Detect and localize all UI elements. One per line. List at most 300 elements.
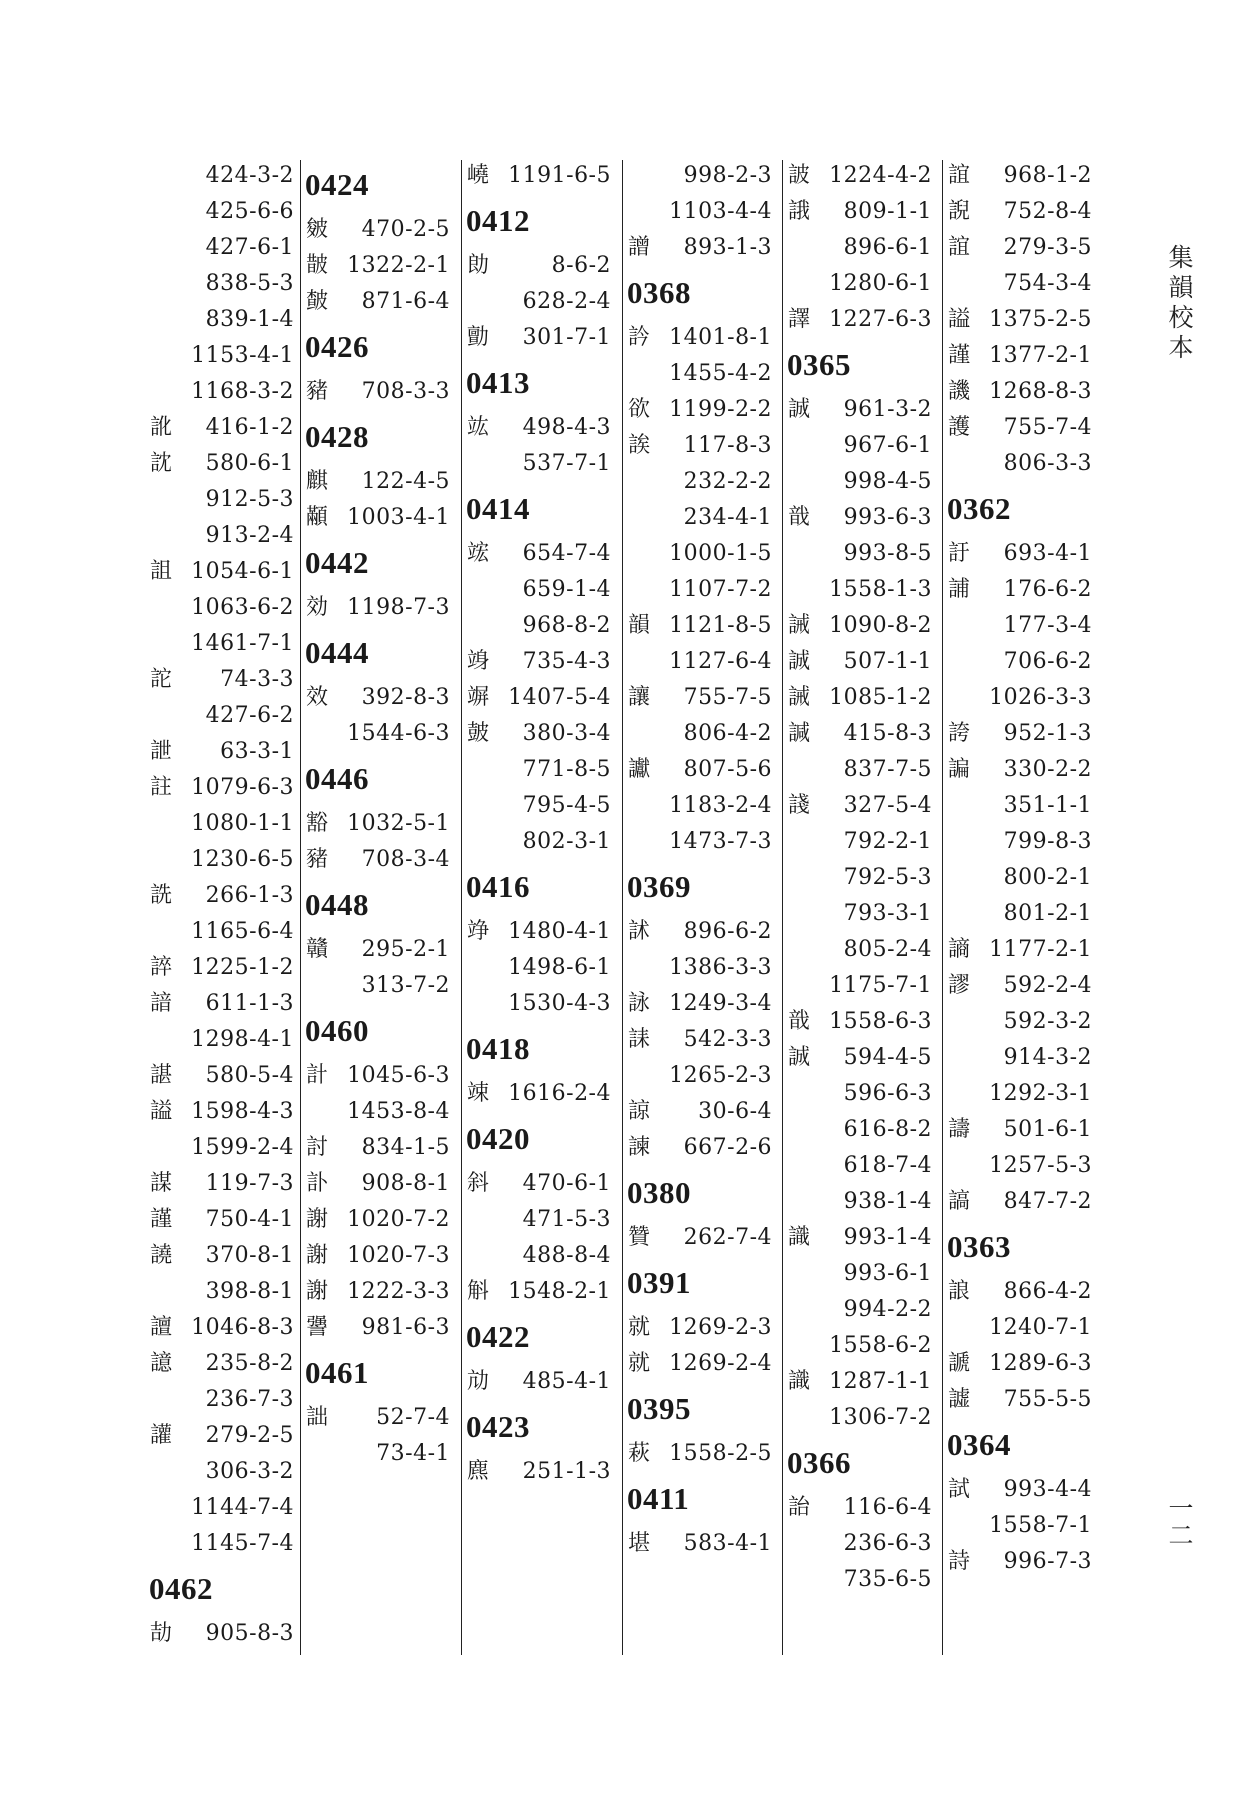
entry-reference: 306-3-2 [205,1459,294,1484]
entry-character: 誼 [948,235,971,260]
index-entry [786,1256,936,1292]
entry-reference: 1265-2-3 [669,1063,772,1088]
index-entry [786,302,936,338]
index-entry [626,1310,776,1346]
index-entry [304,806,454,842]
entry-character: 誏 [948,1279,971,1304]
entry-reference: 351-1-1 [1003,793,1092,818]
entry-reference: 611-1-3 [205,991,294,1016]
entry-reference: 1063-6-2 [191,595,294,620]
entry-reference: 1558-6-3 [829,1009,932,1034]
index-entry [626,1436,776,1472]
entry-reference: 993-6-1 [843,1261,932,1286]
entry-character: 贊 [628,1225,651,1250]
section-heading: 0448 [305,887,369,922]
entry-character: 諒 [628,1099,651,1124]
entry-reference: 1224-4-2 [829,163,932,188]
entry-character: 劥 [467,1369,490,1394]
entry-character: 諴 [788,721,811,746]
index-entry [148,158,298,194]
index-entry [946,1382,1096,1418]
entry-reference: 771-8-5 [522,757,611,782]
entry-reference: 654-7-4 [522,541,611,566]
entry-reference: 706-6-2 [1003,649,1092,674]
entry-reference: 801-2-1 [1003,901,1092,926]
entry-character: 識 [788,1225,811,1250]
index-entry [786,824,936,860]
entry-reference: 235-8-2 [205,1351,294,1376]
index-entry [304,1436,454,1472]
section-heading: 0420 [466,1121,530,1156]
entry-reference: 1289-6-3 [989,1351,1092,1376]
index-entry [465,680,615,716]
index-entry [148,266,298,302]
entry-reference: 1168-3-2 [191,379,294,404]
entry-reference: 507-1-1 [843,649,932,674]
index-entry [626,1526,776,1562]
entry-character: 麒 [306,469,329,494]
index-entry [946,536,1096,572]
entry-reference: 807-5-6 [683,757,772,782]
entry-character: 讓 [628,685,651,710]
entry-character: 誐 [788,199,811,224]
entry-reference: 117-8-3 [683,433,772,458]
entry-character: 欲 [628,397,651,422]
entry-reference: 1558-1-3 [829,577,932,602]
index-column-5 [786,158,936,1658]
column-divider [622,160,623,1655]
entry-character: 計 [306,1063,329,1088]
index-entry [946,338,1096,374]
index-entry [626,986,776,1022]
index-entry [946,1040,1096,1076]
index-entry [304,374,454,410]
entry-reference: 912-5-3 [205,487,294,512]
entry-reference: 1473-7-3 [669,829,772,854]
index-entry [148,1454,298,1490]
entry-reference: 1000-1-5 [669,541,772,566]
entry-reference: 1107-7-2 [669,577,772,602]
entry-character: 誇 [948,721,971,746]
index-entry [626,572,776,608]
entry-reference: 266-1-3 [205,883,294,908]
entry-reference: 122-4-5 [361,469,450,494]
entry-reference: 961-3-2 [843,397,932,422]
index-entry [946,788,1096,824]
entry-reference: 1598-4-3 [191,1099,294,1124]
entry-character: 訹 [628,919,651,944]
entry-reference: 752-8-4 [1003,199,1092,224]
entry-character: 詠 [628,991,651,1016]
index-entry [626,230,776,266]
entry-reference: 1544-6-3 [347,721,450,746]
entry-reference: 1054-6-1 [191,559,294,584]
entry-character: 訦 [150,451,173,476]
index-entry [946,1112,1096,1148]
entry-reference: 1003-4-1 [347,505,450,530]
entry-reference: 838-5-3 [205,271,294,296]
index-entry [786,1112,936,1148]
entry-character: 誶 [150,955,173,980]
entry-reference: 1026-3-3 [989,685,1092,710]
entry-reference: 63-3-1 [220,739,294,764]
entry-character: 諳 [150,991,173,1016]
entry-reference: 1401-8-1 [669,325,772,350]
entry-reference: 262-7-4 [683,1225,772,1250]
section-heading: 0416 [466,869,530,904]
index-entry [946,158,1096,194]
entry-character: 識 [788,1369,811,1394]
entry-character: 詑 [150,667,173,692]
index-entry [626,1022,776,1058]
entry-reference: 1269-2-3 [669,1315,772,1340]
index-entry [626,950,776,986]
entry-reference: 834-1-5 [361,1135,450,1160]
index-entry [786,1040,936,1076]
index-entry [946,572,1096,608]
entry-reference: 802-3-1 [522,829,611,854]
entry-reference: 1268-8-3 [989,379,1092,404]
index-entry [946,302,1096,338]
entry-reference: 1165-6-4 [191,919,294,944]
entry-character: 訛 [150,415,173,440]
entry-character: 譄 [628,235,651,260]
entry-reference: 1222-3-3 [347,1279,450,1304]
entry-character: 譏 [948,379,971,404]
entry-reference: 73-4-1 [376,1441,450,1466]
index-entry [946,1544,1096,1580]
index-entry [946,1472,1096,1508]
entry-reference: 52-7-4 [376,1405,450,1430]
index-entry [786,194,936,230]
entry-reference: 837-7-5 [843,757,932,782]
index-entry [626,194,776,230]
entry-reference: 116-6-4 [843,1495,932,1520]
entry-reference: 327-5-4 [843,793,932,818]
index-entry [946,644,1096,680]
index-entry [786,680,936,716]
index-entry [786,1526,936,1562]
entry-character: 誽 [948,199,971,224]
index-entry [304,284,454,320]
index-entry [946,1274,1096,1310]
entry-character: 韻 [628,613,651,638]
entry-character: 嶢 [467,163,490,188]
index-entry [465,1202,615,1238]
entry-reference: 866-4-2 [1003,1279,1092,1304]
section-heading: 0461 [305,1355,369,1390]
entry-character: 勆 [467,253,490,278]
index-entry [304,1238,454,1274]
entry-reference: 755-7-4 [1003,415,1092,440]
entry-reference: 893-1-3 [683,235,772,260]
index-entry [148,590,298,626]
entry-reference: 1153-4-1 [191,343,294,368]
entry-reference: 1032-5-1 [347,811,450,836]
section-heading: 0412 [466,203,530,238]
index-entry [148,662,298,698]
entry-reference: 793-3-1 [843,901,932,926]
index-entry [304,842,454,878]
entry-reference: 392-8-3 [361,685,450,710]
entry-character: 詛 [150,559,173,584]
entry-reference: 913-2-4 [205,523,294,548]
index-entry [465,608,615,644]
index-entry [946,374,1096,410]
index-entry [946,752,1096,788]
entry-character: 贛 [306,937,329,962]
column-divider [942,160,943,1655]
index-entry [465,1238,615,1274]
index-entry [148,1202,298,1238]
page-number: 一二 [1165,1495,1194,1549]
index-entry [304,590,454,626]
index-entry [946,194,1096,230]
entry-reference: 800-2-1 [1003,865,1092,890]
index-entry [465,410,615,446]
entry-character: 勯 [467,325,490,350]
index-entry [786,1400,936,1436]
index-entry [946,860,1096,896]
entry-reference: 592-3-2 [1003,1009,1092,1034]
entry-reference: 1306-7-2 [829,1405,932,1430]
section-heading: 0411 [627,1481,690,1516]
entry-reference: 755-5-5 [1003,1387,1092,1412]
index-entry [626,158,776,194]
entry-character: 讞 [628,757,651,782]
index-entry [465,914,615,950]
entry-character: 試 [948,1477,971,1502]
entry-reference: 754-3-4 [1003,271,1092,296]
index-entry [786,788,936,824]
column-divider [300,160,301,1655]
entry-reference: 1045-6-3 [347,1063,450,1088]
entry-reference: 1461-7-1 [191,631,294,656]
entry-reference: 1257-5-3 [989,1153,1092,1178]
entry-reference: 236-7-3 [205,1387,294,1412]
entry-character: 効 [306,595,329,620]
entry-reference: 659-1-4 [522,577,611,602]
entry-reference: 1225-1-2 [191,955,294,980]
index-entry [304,1310,454,1346]
entry-reference: 1377-2-1 [989,343,1092,368]
index-entry [148,410,298,446]
index-entry [148,374,298,410]
entry-character: 豬 [306,379,329,404]
entry-reference: 485-4-1 [522,1369,611,1394]
index-entry [148,878,298,914]
entry-reference: 967-6-1 [843,433,932,458]
index-entry [304,1166,454,1202]
index-entry [148,338,298,374]
entry-reference: 1121-8-5 [669,613,772,638]
entry-character: 誄 [628,1027,651,1052]
entry-character: 竮 [467,685,490,710]
index-entry [786,1562,936,1598]
entry-reference: 488-8-4 [522,1243,611,1268]
entry-character: 皷 [467,721,490,746]
index-entry [304,464,454,500]
index-entry [304,680,454,716]
index-entry [786,1184,936,1220]
entry-character: 譊 [150,1243,173,1268]
entry-reference: 993-8-5 [843,541,932,566]
entry-reference: 415-8-3 [843,721,932,746]
entry-reference: 301-7-1 [522,325,611,350]
index-entry [786,572,936,608]
index-entry [148,698,298,734]
entry-reference: 896-6-2 [683,919,772,944]
section-heading: 0418 [466,1031,530,1066]
index-entry [465,1166,615,1202]
entry-reference: 628-2-4 [522,289,611,314]
index-entry [626,1220,776,1256]
entry-reference: 1227-6-3 [829,307,932,332]
entry-character: 訃 [306,1171,329,1196]
entry-character: 訡 [628,325,651,350]
entry-reference: 735-6-5 [843,1567,932,1592]
entry-character: 戠 [788,505,811,530]
index-entry [148,1166,298,1202]
entry-character: 竑 [467,415,490,440]
entry-reference: 74-3-3 [220,667,294,692]
entry-character: 誧 [948,577,971,602]
index-entry [465,248,615,284]
entry-reference: 1480-4-1 [508,919,611,944]
entry-reference: 295-2-1 [361,937,450,962]
index-entry [304,1058,454,1094]
index-entry [304,1274,454,1310]
entry-reference: 596-6-3 [843,1081,932,1106]
index-entry [946,716,1096,752]
entry-reference: 501-6-1 [1003,1117,1092,1142]
entry-character: 顢 [306,505,329,530]
index-entry [786,500,936,536]
entry-reference: 952-1-3 [1003,721,1092,746]
entry-reference: 806-3-3 [1003,451,1092,476]
entry-reference: 380-3-4 [522,721,611,746]
entry-character: 詩 [948,1549,971,1574]
index-entry [946,1076,1096,1112]
index-entry [304,212,454,248]
index-entry [626,392,776,428]
index-entry [786,230,936,266]
index-entry [304,1130,454,1166]
entry-reference: 871-6-4 [361,289,450,314]
entry-reference: 583-4-1 [683,1531,772,1556]
entry-reference: 1103-4-4 [669,199,772,224]
entry-reference: 1230-6-5 [191,847,294,872]
section-heading: 0369 [627,869,691,904]
entry-reference: 1455-4-2 [669,361,772,386]
section-heading: 0366 [787,1445,851,1480]
index-entry [626,608,776,644]
index-entry [148,1238,298,1274]
index-entry [148,1616,298,1652]
index-entry [148,626,298,662]
entry-reference: 1177-2-1 [989,937,1092,962]
entry-character: 誼 [948,163,971,188]
entry-reference: 998-4-5 [843,469,932,494]
index-entry [626,1094,776,1130]
index-entry [148,734,298,770]
entry-reference: 279-3-5 [1003,235,1092,260]
index-entry [304,500,454,536]
entry-reference: 1280-6-1 [829,271,932,296]
entry-reference: 799-8-3 [1003,829,1092,854]
index-entry [148,446,298,482]
entry-reference: 805-2-4 [843,937,932,962]
index-entry [946,932,1096,968]
index-entry [465,752,615,788]
entry-reference: 470-6-1 [522,1171,611,1196]
entry-reference: 1287-1-1 [829,1369,932,1394]
index-entry [786,428,936,464]
entry-reference: 792-2-1 [843,829,932,854]
entry-character: 詖 [788,163,811,188]
index-entry [465,1454,615,1490]
entry-reference: 1322-2-1 [347,253,450,278]
index-entry [946,1346,1096,1382]
entry-character: 斜 [467,1171,490,1196]
index-entry [148,194,298,230]
index-entry [148,770,298,806]
section-heading: 0462 [149,1571,213,1606]
index-entry [786,896,936,932]
index-entry [626,464,776,500]
index-entry [786,464,936,500]
section-heading: 0363 [947,1229,1011,1264]
index-entry [148,914,298,950]
entry-reference: 993-4-4 [1003,1477,1092,1502]
index-entry [304,1202,454,1238]
entry-reference: 994-2-2 [843,1297,932,1322]
entry-reference: 177-3-4 [1003,613,1092,638]
index-entry [465,788,615,824]
index-entry [148,986,298,1022]
section-heading: 0362 [947,491,1011,526]
index-entry [786,608,936,644]
entry-reference: 176-6-2 [1003,577,1092,602]
section-heading: 0444 [305,635,369,670]
index-entry [786,1364,936,1400]
index-entry [465,284,615,320]
entry-reference: 755-7-5 [683,685,772,710]
entry-reference: 1616-2-4 [508,1081,611,1106]
entry-character: 豁 [306,811,329,836]
entry-reference: 1079-6-3 [191,775,294,800]
index-entry [148,1418,298,1454]
index-entry [626,752,776,788]
index-entry [946,1508,1096,1544]
index-entry [946,968,1096,1004]
section-heading: 0446 [305,761,369,796]
index-entry [786,536,936,572]
entry-reference: 1080-1-1 [191,811,294,836]
entry-reference: 1558-2-5 [669,1441,772,1466]
entry-reference: 1558-7-1 [989,1513,1092,1538]
entry-character: 譸 [948,1117,971,1142]
entry-reference: 471-5-3 [522,1207,611,1232]
entry-reference: 938-1-4 [843,1189,932,1214]
entry-character: 就 [628,1315,651,1340]
entry-character: 謞 [948,1189,971,1214]
index-entry [148,1058,298,1094]
entry-reference: 792-5-3 [843,865,932,890]
entry-reference: 750-4-1 [205,1207,294,1232]
index-entry [626,644,776,680]
entry-reference: 1599-2-4 [191,1135,294,1160]
